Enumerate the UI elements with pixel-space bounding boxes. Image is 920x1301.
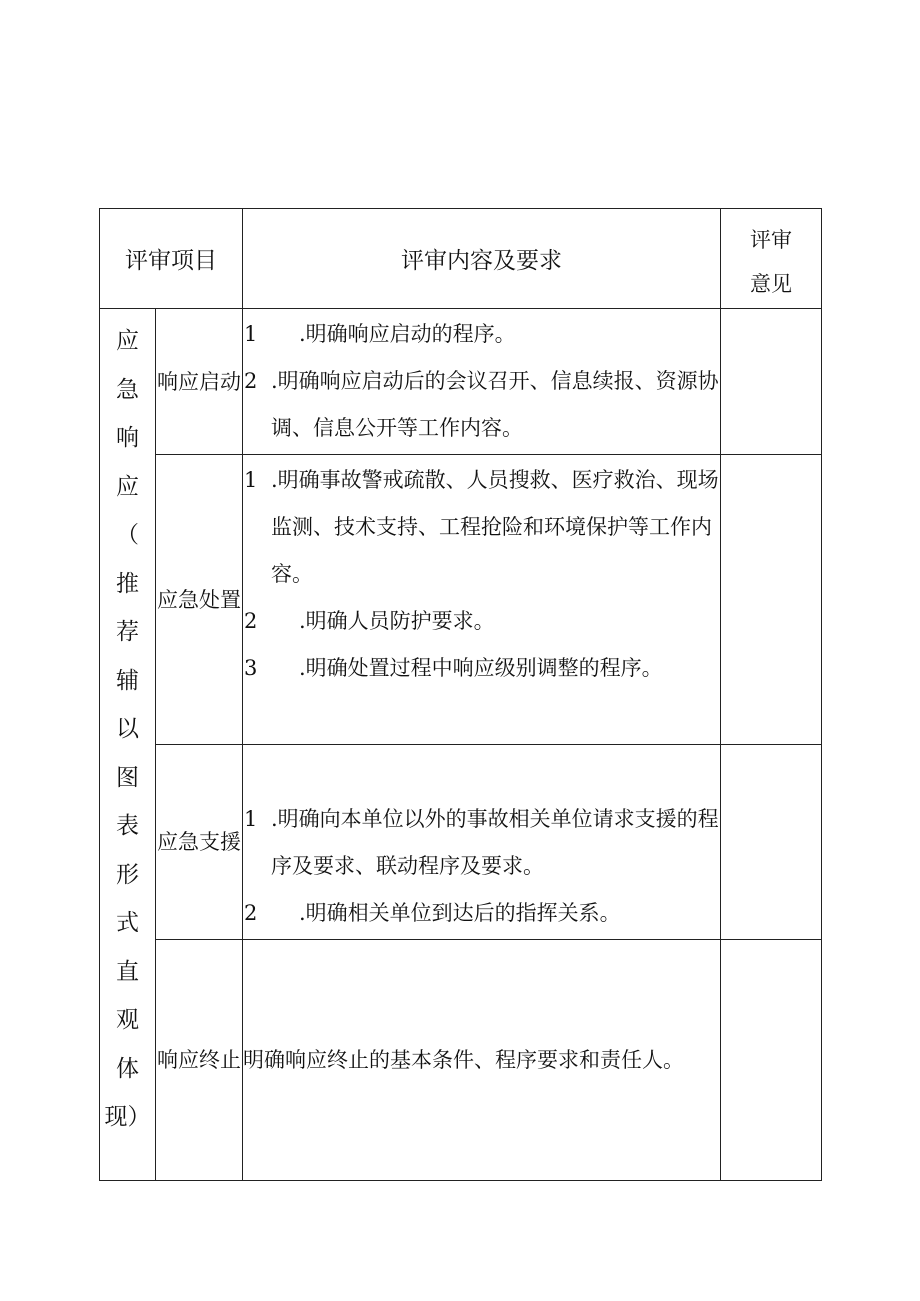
list-item [243,598,720,645]
category-char: 形 [116,861,139,888]
header-content: 评审内容及要求 [243,209,721,309]
item-text: .明确处置过程中响应级别调整的程序。 [299,656,663,680]
header-item: 评审项目 [100,209,243,309]
sub-item-emergency-handling: 应急处置 [156,455,243,745]
item-text: .明确事故警戒疏散、人员搜救、医疗救治、现场监测、技术支持、工程抢险和环境保护等工作内容。 [271,468,719,586]
category-char: 图 [116,764,139,791]
category-char: 应 [116,473,139,500]
category-char: （ [116,522,139,548]
category-char: 辅 [116,667,139,694]
category-char: 式 [116,910,139,936]
content-cell [243,455,721,745]
content-cell [243,745,721,940]
list-item [243,796,720,890]
list-item [243,457,720,598]
opinion-cell[interactable] [721,309,822,455]
opinion-cell[interactable] [721,940,822,1181]
table-row [100,455,822,745]
category-char: 推 [116,570,139,597]
content-cell [243,309,721,455]
header-opinion [721,209,822,309]
category-char: 观 [116,1007,139,1033]
list-item [243,311,720,358]
category-char: 直 [116,958,139,985]
category-cell [100,309,156,1181]
list-item [243,358,720,452]
content-cell [243,940,721,1181]
item-text: .明确响应启动的程序。 [299,322,516,346]
opinion-cell[interactable] [721,455,822,745]
item-number: 2 [244,901,258,925]
item-number: 3 [244,656,258,680]
item-number: 2 [244,609,258,633]
sub-item-response-start: 响应启动 [156,309,243,455]
item-number: 1 [244,807,258,831]
category-char: 急 [116,376,139,403]
category-char: 荐 [116,619,139,645]
category-char: 现） [104,1104,151,1130]
list-item [243,1037,720,1084]
sub-item-emergency-support: 应急支援 [156,745,243,940]
header-opinion-line1: 评审 [750,227,792,252]
category-char: 体 [116,1055,139,1082]
review-table [99,208,822,1181]
item-number: 2 [244,369,258,393]
item-number: 1 [244,322,258,346]
item-text: .明确向本单位以外的事故相关单位请求支援的程序及要求、联动程序及要求。 [271,807,719,878]
list-item [243,645,720,692]
header-row [100,209,822,309]
category-char: 以 [116,716,139,742]
table-row [100,940,822,1181]
item-text: 明确响应终止的基本条件、程序要求和责任人。 [243,1047,684,1072]
table-row [100,745,822,940]
category-char: 应 [116,328,139,354]
item-text: .明确响应启动后的会议召开、信息续报、资源协调、信息公开等工作内容。 [271,369,719,440]
sub-item-response-end: 响应终止 [156,940,243,1181]
category-char: 响 [116,425,139,451]
category-char: 表 [116,813,139,839]
header-opinion-line2: 意见 [750,271,792,296]
opinion-cell[interactable] [721,745,822,940]
item-text: .明确人员防护要求。 [299,609,495,633]
item-text: .明确相关单位到达后的指挥关系。 [299,901,621,925]
item-number: 1 [244,468,258,492]
list-item [243,890,720,937]
table-row [100,309,822,455]
